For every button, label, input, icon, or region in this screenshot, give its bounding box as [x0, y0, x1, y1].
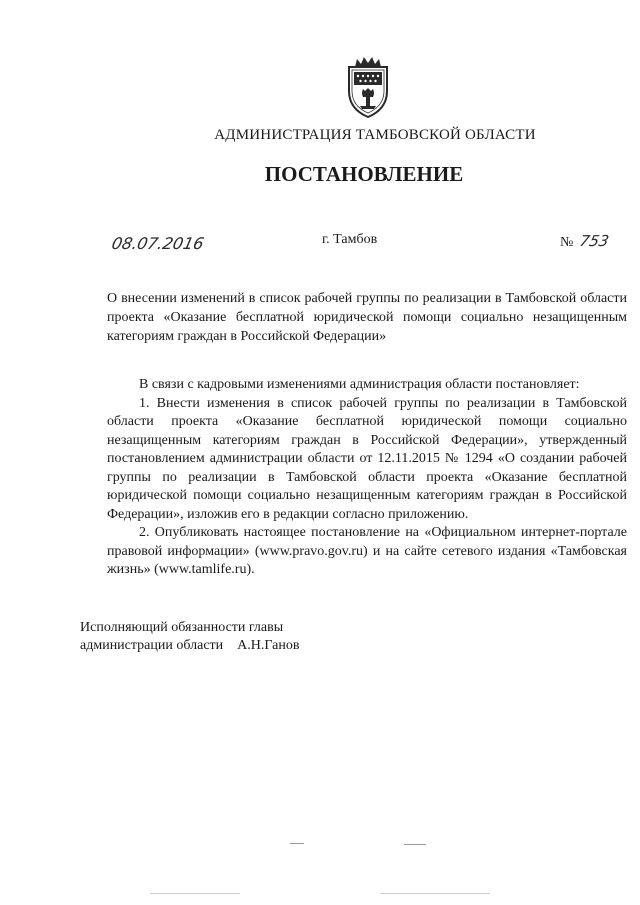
number-sign: №	[560, 235, 574, 250]
document-title: О внесении изменений в список рабочей группы по реализации в Тамбовской области проекта «Оказание бесплатной юридической помощи социально незащищенным категориям граждан в Российской Федерации»	[107, 291, 627, 344]
scan-artifact-line	[150, 893, 240, 894]
document-type: ПОСТАНОВЛЕНИЕ	[264, 162, 464, 186]
document-number	[560, 232, 609, 251]
body-item-1: 1. Внести изменения в список рабочей группы по реализации в Тамбовской области проекта «Оказание бесплатной юридической помощи социально незащищенным категориям граждан в Российской Федерации», утвержденный постановлением администрации области от 12.11.2015 № 1294 «О создании рабочей группы по реализации в Тамбовской области проекта «Оказание бесплатной юридической помощи социально незащищенным категориям граждан в Российской Федерации», изложив его в редакции согласно приложению.	[107, 395, 627, 522]
signature-position-line2: администрации области	[80, 638, 224, 653]
coat-of-arms-icon	[343, 55, 393, 119]
body-intro: В связи с кадровыми изменениями администрация области постановляет:	[139, 377, 580, 392]
number-value: 753	[577, 232, 611, 250]
document-city: г. Тамбов	[322, 232, 378, 247]
signature-name: А.Н.Ганов	[237, 638, 300, 653]
scan-artifact-line	[404, 844, 426, 845]
signature-block	[80, 619, 299, 655]
document-date: 08.07.2016	[109, 234, 206, 253]
body-item-2: 2. Опубликовать настоящее постановление на «Официальном интернет-портале правовой информации» (www.pravo.gov.ru) и на сайте сетевого издания «Тамбовская жизнь» (www.tamlife.ru).	[107, 525, 627, 577]
organization-name: АДМИНИСТРАЦИЯ ТАМБОВСКОЙ ОБЛАСТИ	[214, 127, 536, 143]
signature-position-line1: Исполняющий обязанности главы	[80, 620, 284, 635]
document-body	[107, 376, 627, 580]
scan-artifact-line	[380, 893, 490, 894]
scan-artifact-line	[290, 843, 304, 844]
